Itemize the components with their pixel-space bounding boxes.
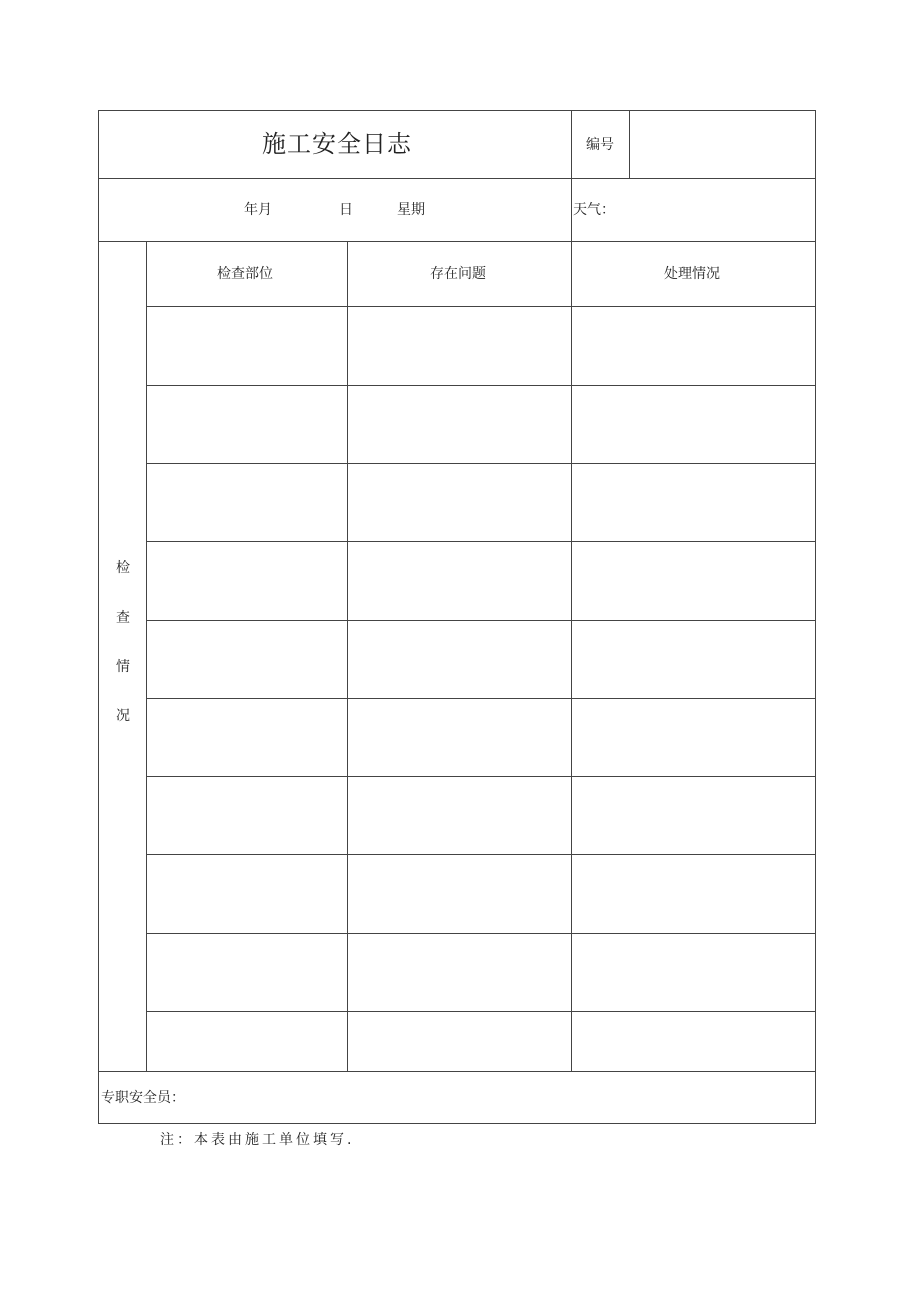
divider xyxy=(146,463,815,464)
safety-log-form xyxy=(98,110,816,1124)
column-header-handling: 处理情况 xyxy=(664,266,720,282)
column-header-location: 检查部位 xyxy=(217,266,273,282)
date-year-month-label: 年月 xyxy=(244,202,272,218)
code-field[interactable] xyxy=(639,138,809,156)
form-note: 注：本表由施工单位填写. xyxy=(160,1132,355,1148)
divider xyxy=(146,241,147,1071)
weather-label: 天气： xyxy=(573,202,615,218)
date-day-label: 日 xyxy=(339,202,353,218)
divider xyxy=(347,241,348,1071)
divider xyxy=(571,178,572,241)
safety-officer-label: 专职安全员： xyxy=(101,1090,185,1106)
divider xyxy=(146,306,815,307)
divider xyxy=(571,111,572,178)
divider xyxy=(146,698,815,699)
divider xyxy=(146,385,815,386)
divider xyxy=(146,1011,815,1012)
code-label: 编号 xyxy=(586,137,614,153)
section-label-char: 检 xyxy=(116,560,130,576)
divider xyxy=(146,854,815,855)
divider xyxy=(146,620,815,621)
divider xyxy=(146,541,815,542)
date-weekday-label: 星期 xyxy=(397,202,425,218)
divider xyxy=(146,776,815,777)
section-label-char: 查 xyxy=(116,610,130,626)
section-label-char: 情 xyxy=(116,659,130,675)
divider xyxy=(99,178,815,179)
form-title: 施工安全日志 xyxy=(262,130,412,158)
divider xyxy=(99,1071,815,1072)
divider xyxy=(146,933,815,934)
divider xyxy=(571,241,572,1071)
divider xyxy=(629,111,630,178)
divider xyxy=(99,241,815,242)
column-header-issues: 存在问题 xyxy=(430,266,486,282)
section-label-char: 况 xyxy=(116,708,130,724)
